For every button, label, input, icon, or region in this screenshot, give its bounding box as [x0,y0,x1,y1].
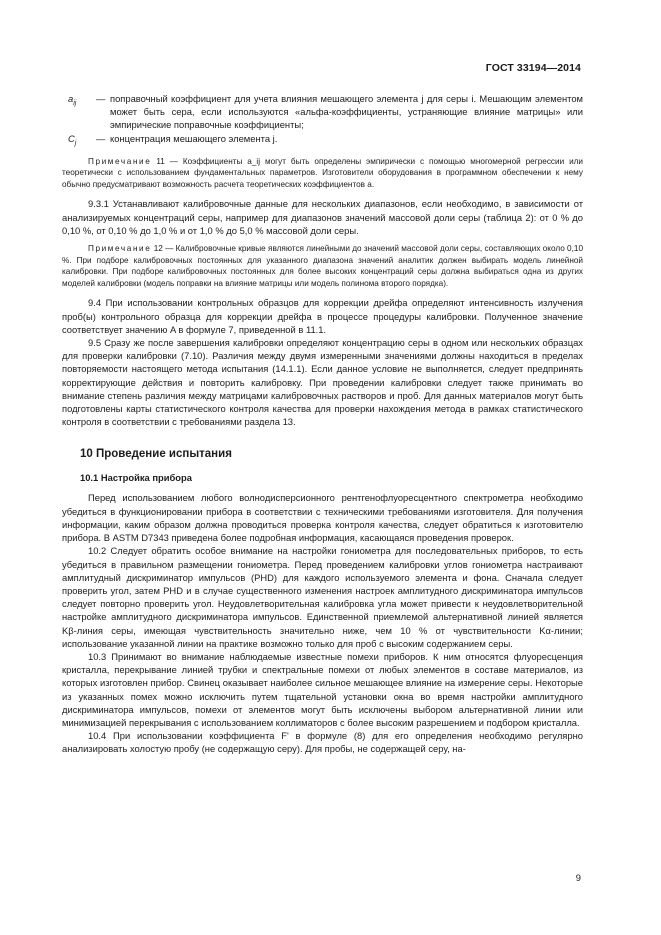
definition-text: концентрация мешающего элемента j. [110,132,278,144]
paragraph-10-2: 10.2 Следует обратить особое внимание на настройки гониометра для последовательных приборов, то есть убедиться в правильном размещении гониометра. Перед проведением калибровки углов гониометра настраивают амплитудный дискриминатор импульсов (PHD) для каждого используемого элемента и фона. Сначала следует проверить угол, затем PHD и в случае существенного изменения настроек амплитудного дискриминатора импульсов следует повторно проверить угол. Неудовлетворительная калибровка угла может привести к неудовлетворительной настройке амплитудного дискриминатора импульсов. Единственной приемлемой альтернативной линией является Kβ-линия серы, имеющая чувствительность значительно ниже, чем 10 % от чувствительности Kα-линии; использование указанной линии на практике возможно только для проб с высоким содержанием серы. [62,545,583,649]
subsection-title: 10.1 Настройка прибора [80,472,192,484]
section-title: 10 Проведение испытания [80,448,232,461]
paragraph-9-4: 9.4 При использовании контрольных образцов для коррекции дрейфа определяют интенсивность излучения проб(ы) контрольного образца для коррекции дрейфа в процессе процедуры калибровки. Полученное значение соответствует значению A в формуле 7, приведенной в 11.1. [62,297,583,335]
definition-text: поправочный коэффициент для учета влияния мешающего элемента j для серы i. Мешающим элементом может быть сера, если используются «альфа-коэффициенты, устраняющие влияние матрицы» или эмпирические поправочные коэффициенты; [110,93,583,131]
standard-header: ГОСТ 33194—2014 [485,62,581,74]
page-number: 9 [575,872,581,883]
paragraph-10-1: Перед использованием любого волнодисперсионного рентгенофлуоресцентного спектрометра необходимо убедиться в функционировании прибора в соответствии с техническими требованиями изготовителя. Для получения информации, каким образом должна проводиться проверка контроля качества, следует обратиться к изготовителю прибора. В ASTM D7343 приведена более подробная информация, касающаяся проведения проверок. [62,492,583,544]
note-12: Примечание 12 — Калибровочные кривые являются линейными до значений массовой доли серы, составляющих около 0,10 %. При подборе калибровочных постоянных для указанного диапазона значений аналитик должен выбирать модель линейной калибровки. При подборе калибровочных постоянных для более высоких концентраций серы должна выбираться одна из других моделей калибровки (модель поправки на влияние матрицы или модель полинома второго порядка). [62,244,583,288]
symbol-aij: $a_{ij}$ [68,93,77,107]
definition-cj: $C_j$ — концентрация мешающего элемента j. [62,132,583,150]
note-11: Примечание 11 — Коэффициенты a_ij могут быть определены эмпирически с помощью многомерной регрессии или теоретически с использованием фундаментальных параметров. Изготовители оборудования в программном обеспечении к нему обычно предусматривают возможность расчета теоретических коэффициентов a. [62,156,583,189]
paragraph-10-3: 10.3 Принимают во внимание наблюдаемые известные помехи приборов. К ним относятся флуоресценция кристалла, перекрывание линией трубки и спектральные помехи от любых элементов в составе материалов, из которых изготовлен прибор. Свинец оказывает наиболее сильное мешающее влияние на измерение серы. Некоторые из указанных помех можно исключить путем тщательной установки окна во время настройки амплитудного дискриминатора импульсов, помехи от элементов могут быть исключены выбором альтернативной линии или минимизацией перекрывания с использованием коллиматоров с более высоким разрешением и подбором кристалла. [62,650,583,728]
page-content [62,92,583,756]
symbol-cj: $C_j$ [68,132,77,147]
paragraph-10-4: 10.4 При использовании коэффициента F' в формуле (8) для его определения необходимо регулярно анализировать холостую пробу (не содержащую серу). Для пробы, не содержащей серу, на- [62,730,583,755]
paragraph-9-5: 9.5 Сразу же после завершения калибровки определяют концентрацию серы в одном или нескольких образцах для проверки калибровки (7.10). Различия между двумя измеренными значениями должны находиться в пределах повторяемости настоящего метода испытания (14.1.1). Если данное условие не выполняется, следует предпринять корректирующие действия и повторить калибровку. При проведении калибровки следует также принимать во внимание степень различия между матрицами калибровочных растворов и проб. Для данных материалов могут быть подготовлены карты статистического контроля качества для проверки нахождения метода в рамках статистического контроля в соответствии с требованиями раздела 13. [62,337,583,428]
paragraph-9-3-1: 9.3.1 Устанавливают калибровочные данные для нескольких диапазонов, если необходимо, в зависимости от анализируемых концентраций серы, например для диапазонов значений массовой доли серы (таблица 2): от 0 % до 0,10 %, от 0,10 % до 1,0 % и от 1,0 % до 5,0 % массовой доли серы. [62,198,583,236]
definition-aij: $a_{ij}$ — поправочный коэффициент для учета влияния мешающего элемента j для серы i. Мешающим элементом может быть сера, если используются «альфа-коэффициенты, устраняющие влияние матрицы» или эмпирические поправочные коэффициенты; [62,92,583,132]
